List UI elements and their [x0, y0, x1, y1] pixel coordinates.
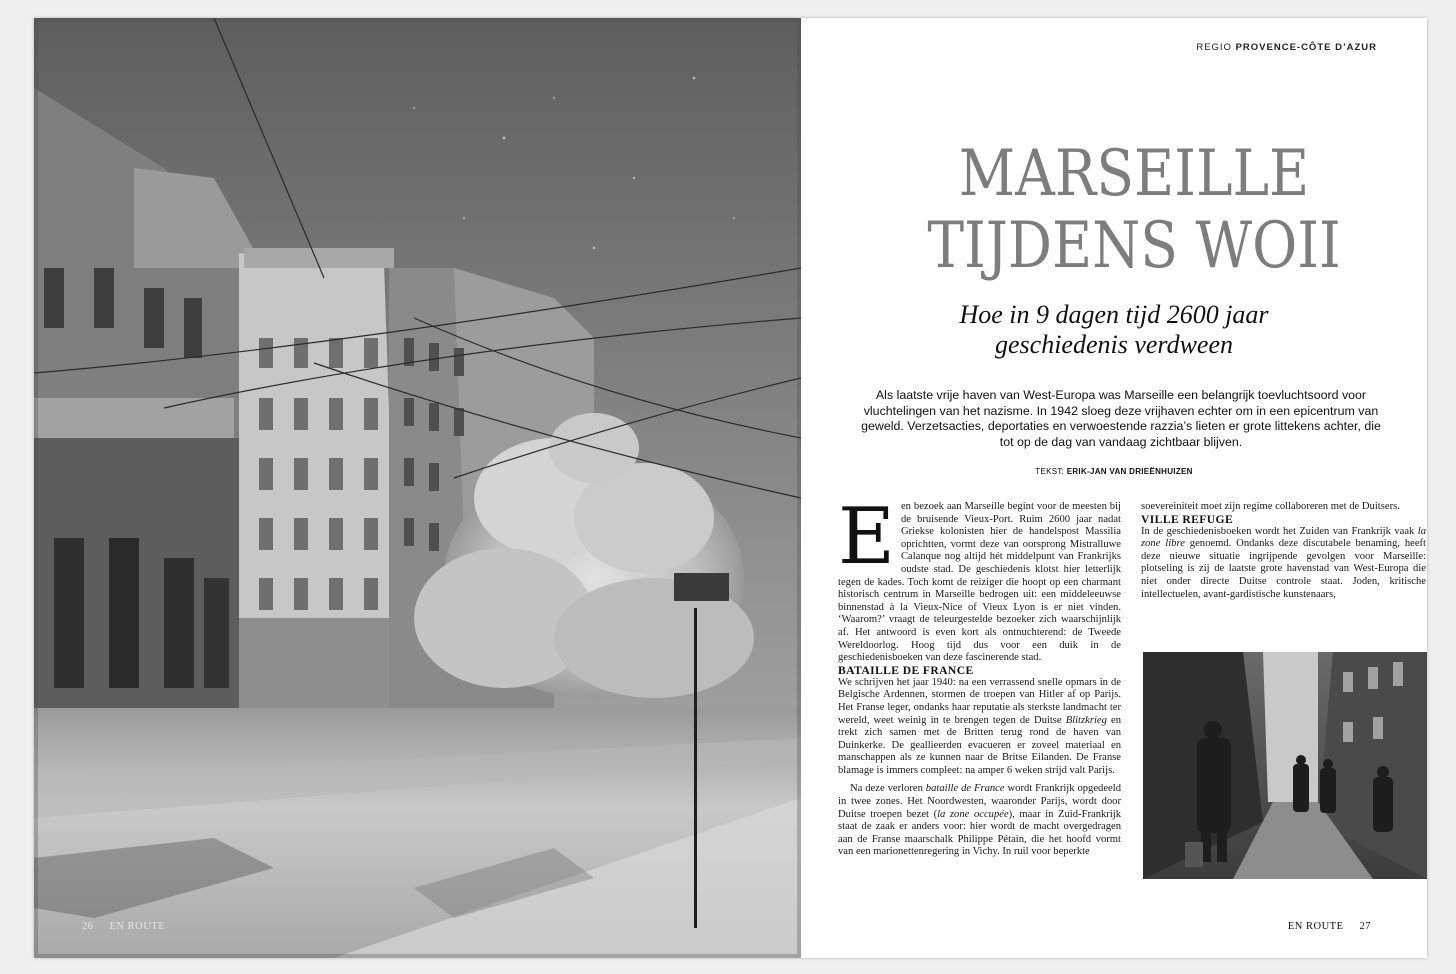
right-page — [801, 18, 1427, 958]
article-paragraph-1 — [838, 492, 1121, 665]
soldiers-alley-image — [1143, 652, 1427, 879]
left-folio-label: EN ROUTE — [109, 921, 166, 932]
drop-cap: E — [838, 492, 895, 582]
byline-prefix: TEKST: — [1035, 467, 1065, 476]
subtitle-line-2: geschiedenis verdween — [995, 330, 1233, 359]
right-folio-label: EN ROUTE — [1287, 921, 1344, 932]
title-line-2: TIJDENS WOII — [927, 209, 1341, 283]
section-heading-bataille: BATAILLE DE FRANCE — [838, 663, 974, 677]
region-prefix: REGIO — [1196, 42, 1232, 53]
magazine-spread — [34, 18, 1427, 958]
paragraph-3-text-c: ), maar in Zuid-Frankrijk staat de zaak er anders voor: hier wordt de macht overgedragen aan de Franse maarschalk Philippe Pétain, die het hoofd vormt van een marionettenregering in Vichy. In ruil voor beperkte — [838, 808, 1122, 858]
article-paragraph-5 — [1141, 526, 1426, 602]
region-label — [1196, 42, 1377, 53]
left-page — [34, 18, 801, 958]
article-byline — [801, 467, 1427, 476]
article-paragraph-2 — [838, 677, 1121, 778]
article-column-1 — [838, 492, 1122, 859]
article-paragraph-4: soevereiniteit moet zijn regime collaboreren met de Duitsers. — [1141, 501, 1400, 512]
paragraph-2-text-a: We schrijven het jaar 1940: na een verrassend snelle opmars in de Belgische Ardennen, stormen de troepen van Hitler af op Parijs. Het Franse leger, ondanks haar reputatie als sterkste landmacht ter wereld, weet weinig in te brengen tegen de Duitse — [838, 676, 1121, 726]
article-title — [865, 138, 1403, 282]
region-name: PROVENCE-CÔTE D’AZUR — [1235, 42, 1377, 53]
soldiers-alley-photo — [1143, 652, 1427, 879]
paragraph-2-italic: Blitzkrieg — [1065, 714, 1107, 726]
byline-author: ERIK-JAN VAN DRIEËNHUIZEN — [1066, 467, 1193, 476]
paragraph-3-text-b: wordt Frankrijk opgedeeld in twee zones. Het Noordwesten, waaronder Parijs, wordt door Duitse troepen bezet ( — [838, 783, 1121, 820]
article-intro: Als laatste vrije haven van West-Europa was Marseille een belangrijk toevluchtsoord voor vluchtelingen van het nazisme. In 1942 sloeg deze vrijhaven echter om in een epicentrum van geweld. Verzetsacties, deportaties en verwoestende razzia’s lieten er grote littekens achter, die tot op de dag van vandaag zichtbaar blijven. — [861, 388, 1381, 449]
right-folio — [1288, 921, 1371, 932]
article-paragraph-3 — [838, 783, 1121, 859]
section-heading-ville-refuge: VILLE REFUGE — [1141, 512, 1234, 526]
title-line-1: MARSEILLE — [958, 137, 1310, 211]
left-page-number: 26 — [82, 921, 94, 932]
paragraph-1-text: en bezoek aan Marseille begint voor de meesten bij de bruisende Vieux-Port. Ruim 2600 jaar nadat Griekse kolonisten hier de handelspost Massilia oprichtten, vormt deze van oorsprong Mistralluwe Calanque nog altijd hét middelpunt van Frankrijks oudste stad. De geschiedenis klotst hier letterlijk tegen de kades. Toch komt de reiziger die hoopt op een charmant historisch centrum in Marseille bedrogen uit: een middeleeuwse binnenstad à la Vieux-Nice of Vieux Lyon is er niet vinden. ‘Waarom?’ vraagt de teleurgestelde bezoeker zich waarschijnlijk af. Het antwoord is even kort als ontnuchterend: de Tweede Wereldoorlog. Hoog tijd dus voor een duik in de geschiedenisboeken van deze fascinerende stad. — [838, 501, 1121, 664]
marseille-explosion-photo — [34, 18, 801, 958]
right-page-number: 27 — [1359, 921, 1371, 932]
paragraph-5-text-b: genoemd. Ondanks deze discutabele benaming, heeft deze nieuwe situatie ingrijpende gevolgen voor Marseille: plotseling is zij de laatste grote havenstad van West-Europa die niet onder directe Duitse controle staat. Joden, kritische intellectuelen, avant-gardistische kunstenaars, — [1141, 538, 1426, 600]
paragraph-5-text-a: In de geschiedenisboeken wordt het Zuiden van Frankrijk vaak — [1141, 525, 1418, 537]
paragraph-5-italic: la zone libre — [1141, 525, 1426, 550]
left-folio — [82, 921, 165, 932]
paragraph-3-text-a: Na deze verloren — [850, 783, 926, 795]
article-column-2 — [1141, 501, 1426, 601]
article-subtitle — [801, 300, 1427, 360]
subtitle-line-1: Hoe in 9 dagen tijd 2600 jaar — [959, 300, 1269, 329]
paragraph-2-text-b: en trekt zich samen met de Britten terug rond de haven van Duinkerke. De geallieerden evacueren er zoveel materiaal en manschappen als ze kunnen naar de Britse Eilanden. De Franse blamage is immers compleet: na amper 6 weken strijd valt Parijs. — [838, 714, 1121, 776]
paragraph-3-italic-2: la zone occupée — [937, 808, 1009, 820]
paragraph-3-italic-1: bataille de France — [925, 783, 1005, 795]
